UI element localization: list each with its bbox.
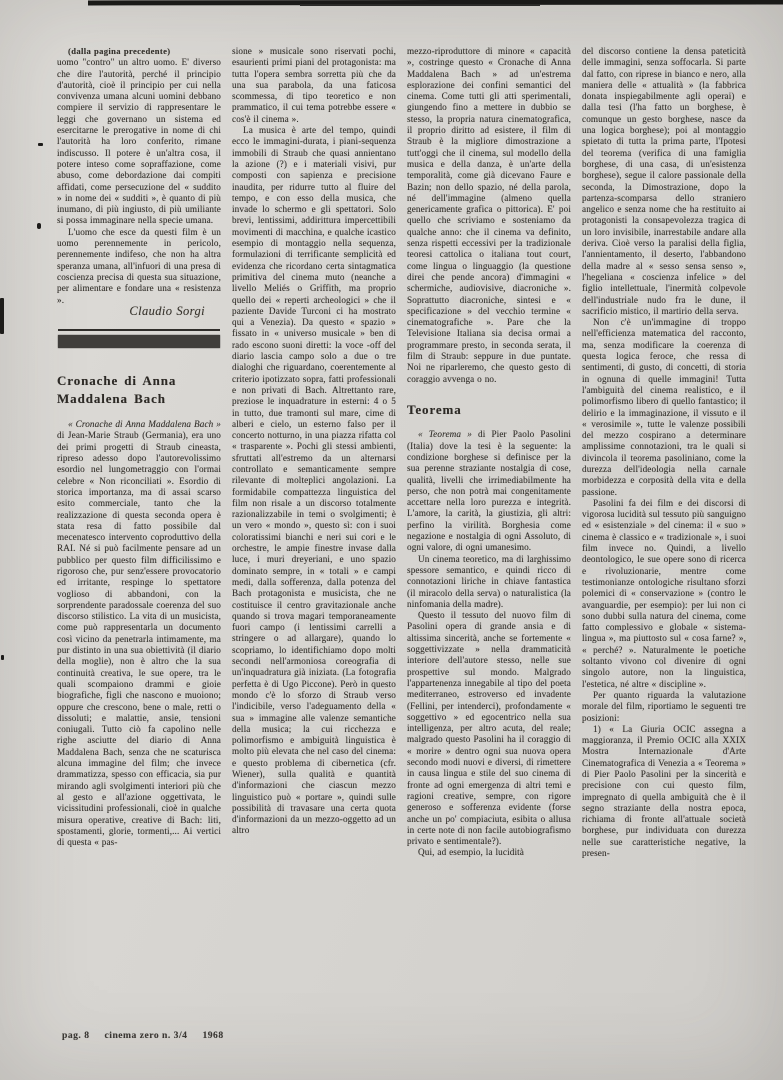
article-paragraph: Pasolini fa dei film e dei discorsi di vigorosa lucidità sul tessuto più sanguigno ed « esistenziale » del cinema: il « suo » cinema è classico e « tradizionale », i suoi film invece no. Quindi, a livello deontologico, le sue opere sono di ricerca e rivoluzionarie, mentre come testimonianze ontologiche risultano sforzi polemici di « conservazione » (contro le avanguardie, per esempio): per lui non ci sono dubbi sulla natura del cinema, come fatto complessivo e globale « sistema-lingua », ma piuttosto sul « cosa farne? », « perché? ». Naturalmente le poetiche soltanto vivono col divenire di ogni singolo autore, non la linguistica, l'estetica, né altre « discipline ». [582,497,746,689]
column-2 [232,46,396,1018]
article-columns [57,46,746,1018]
scan-speck [1,655,4,660]
article-paragraph: Qui, ad esempio, la lucidità [418,847,524,858]
paragraph-text: di Jean-Marie Straub (Germania), era uno dei primi progetti di Straub cineasta, ripreso adesso dopo l'autorevolissimo esordio nel lungometraggio con l'ormai celebre « Non riconciliati ». Esordio di storica importanza, ma di assai scarso esito commerciale, tanto che la realizzazione di questa seconda opera è stata resa di fatto possibile dal mecenatesco intervento coproduttivo della RAI. Né si può facilmente pensare ad un pubblico per questo film difficilissimo e rigoroso che, pur senz'essere provocatorio ed irritante, respinge lo spettatore voglioso di abbandoni, con la sorprendente paradossale coerenza del suo discorso stilistico. La vita di un musicista, come può rappresentarla un documento così vicino da penetrarla intimamente, ma pur distinto in una sua obiettività (il diario della moglie), non è altro che la sua continuità creativa, le sue opere, tra le quali scompaiono drammi e gioie biografiche, figli che nascono e muoiono; oppure che crescono, bene o male, retti o dissoluti; e malattie, ansie, tensioni coniugali. Tutto ciò fa capolino nelle righe asciutte del diario di Anna Maddalena Bach, senza che ne scaturisca alcuna immagine del film; che invece drammatizza, spesso con efficacia, sia pur mirando agli svolgimenti interiori più che al gesto e all'azione oggettivata, le vicissitudini professionali, cioè in qualche misura operative, creative di Bach: liti, spostamenti, glorie, tormenti,... Ai vertici di questa « pas- [57,430,221,848]
column-3 [407,46,571,1018]
article-paragraph: Non c'è un'immagine di troppo nell'efficienza matematica del racconto, ma, senza modificare la coerenza di questa logica feroce, che ressa di sentimenti, di gusto, di concetti, di storia in ognuna di quelle immagini! Tutta l'ambiguità del cinema realistico, e il polimorfismo libero di quello fantastico; il delirio e la immaginazione, il vissuto e il « verosimile », tutte le valenze possibili del mezzo cospirano a determinare amplissime connotazioni, tra le quali si divincola il teorema pasoliniano, come la durezza dell'ideologia nella carnale morbidezza e corposità della vita e della passione. [582,317,746,497]
article-title-cronache: Cronache di Anna Maddalena Bach [57,373,177,406]
article-paragraph: 1) « La Giuria OCIC assegna a maggioranza, il Premio OCIC alla XXIX Mostra Internazionale d'Arte Cinematografica di Venezia a « Teorema » di Pier Paolo Pasolini per la sincerità e precisione con cui questo film, impregnato di quella ambiguità che è il segno straziante della nostra epoca, richiama di fronte all'attuale società borghese, pur individuata con durezza nelle sue caratteristiche negative, la presen- [582,723,746,859]
article-paragraph: Per quanto riguarda la valutazione morale del film, riportiamo le seguenti tre posizioni: [582,689,746,723]
film-title-italic: « Teorema » [418,429,472,440]
scan-edge-artifact [300,4,540,6]
scan-speck [0,298,4,334]
scan-speck [38,143,43,146]
article-paragraph: uomo "contro" un altro uomo. E' diverso che dire l'autorità, perché il principio d'autorità, cioè il principio per cui nella convivenza umana alcuni uomini debbano compiere il servizio di rappresentare le leggi che governano un sistema ed esercitarne le prerogative in nome di chi l'autorità ha loro conferito, rimane indiscusso. Il potere è un'altra cosa, il potere inteso come sopraffazione, come abuso, come debordazione dai compiti affidati, come persecuzione del « suddito » in nome dei « sudditi », è quanto di più inumano, di più ingiusto, di più umiliante si possa immaginare nella specie umana. [57,57,221,226]
column-4 [582,46,746,1018]
paragraph-text: di Pier Paolo Pasolini (Italia) dove la tesi è la seguente: la condizione borghese si definisce per la sua perenne straziante nostalgia di cose, qualità, livelli che irrimediabilmente ha perso, che non potrà mai congenitamente accettare nella loro purezza e integrità. L'amore, la carità, la giustizia, gli altri: perfino la virilità. Borghesia come negazione e nostalgia di ogni Assoluto, di ogni valore, di ogni umanesimo. [407,429,571,553]
article-paragraph: Questo il tessuto del nuovo film di Pasolini opera di grande ansia e di altissima sincerità, anche se fortemente « soggettivizzate » nella drammaticità interiore dell'autore stesso, nelle sue prospettive sul mondo. Malgrado l'appartenenza innegabile al tipo del poeta mediterraneo, estroverso ed invadente (Fellini, per intenderci), profondamente « soggettivo » ed egocentrico nella sua intelligenza, per altro acuta, del reale; malgrado questo Pasolini ha il coraggio di « morire » dentro ogni sua nuova opera secondo modi nuovi e diversi, di rimettere in causa lingua e stile del suo cinema di fronte ad ogni emergenza di altri temi e ragioni creative, sempre, con rigore generoso e sofferenza evidente (forse anche un po' compiaciuta, esibita o allusa in certe note di non facile autobiografismo privato e sentimentale?). [407,610,571,847]
journal-year: 1968 [202,1030,224,1041]
section-divider-rule [58,329,220,331]
article-title-teorema: Teorema [407,401,462,417]
article-paragraph [407,429,571,553]
author-signature: Claudio Sorgi [129,303,205,318]
page-number: pag. 8 [62,1030,90,1041]
page-footer [62,1030,224,1041]
article-paragraph: La musica è arte del tempo, quindi ecco le immagini-durata, i piani-sequenza immobili di Straub che quasi annientano la azione (?) e i materiali visivi, pur composti con sapienza e precisione inaudita, per ridurre tutto al fluire del tempo, e con esso della musica, che invade lo schermo e gli spettatori. Solo brevi, lentissimi, addirittura impercettibili movimenti di macchina, e qualche icastico esempio di montaggio nella sequenza, formulazioni di terrificante semplicità ed evidenza che ricordano certa sintagmatica primitiva del cinema muto (neanche a livello Meliés o Griffith, ma proprio quello dei « reperti archeologici » che il paziente Davide Turconi ci ha mostrato qui a Venezia). Da questo « spazio » fissato in « universo musicale » ben di rado escono suoni diretti: la voce -off del diario lascia campo solo a due o tre dialoghi che riguardano, coerentemente al criterio ipotizzato sopra, fatti professionali e non privati di Bach. Altrettanto rare, preziose le inquadrature in esterni: 4 o 5 in tutto, due tramonti sul mare, cime di alberi e cielo, un esterno falso per il concerto notturno, in una piazza rifatta col « trasparente ». Pochi gli stessi ambienti, sfruttati all'estremo da un alternarsi controllato e semanticamente sempre rilevante di molteplici angolazioni. La formidabile compattezza linguistica del film non risale a un discorso totalmente razionalizzabile in temi o svolgimenti; è un vero « mondo », questo sì: con i suoi coloratissimi bianchi e neri sui cori e le orchestre, le ampie finestre invase dalla luce, i muri dreyeriani, e uno spazio dominato sempre, in « totali » e campi medi, dalla sofferenza, dalla potenza del Bach protagonista e musicista, che ne costituisce il centro gravitazionale anche quando si trova magari temporaneamente fuori campo (i lentissimi carrelli a stringere o ad allargare), quando lo scopriamo, lo identifichiamo dopo molti secondi nell'armoniosa coreografia di un'inquadratura già iniziata. (La fotografia perfetta è di Ugo Piccone). Però in questo mondo c'è lo sforzo di Straub verso l'indicibile, verso l'adeguamento della « sua » immagine alle valenze semantiche della musica; la cui ricchezza e polimorfismo e ambiguità linguistica è molto più elevata che nel caso del cinema: e questo problema di cibernetica (cfr. Wiener), sulla qualità e quantità d'informazioni che ciascun mezzo linguistico può « portare », quindi sulle possibilità di travasare una certa quota d'informazioni da un mezzo-oggetto ad un altro [232,125,396,836]
film-title-italic: « Cronache di Anna Maddalena Bach » [68,419,221,430]
journal-issue: cinema zero n. 3/4 [104,1030,188,1041]
article-paragraph: sione » musicale sono riservati pochi, esaurienti primi piani del protagonista: ma tutta l'opera sembra sorretta più che da una sua parabola, da una faticosa scommessa, di tipo teoretico e non prammatico, il cui tema potrebbe essere « cos'è il cinema ». [232,46,396,124]
scan-speck [37,223,41,229]
column-1 [57,46,221,1018]
article-paragraph [57,419,221,848]
continued-from-previous-page-label: (dalla pagina precedente) [68,46,171,56]
article-paragraph: del discorso contiene la densa pateticità delle immagini, senza soffocarla. Si parte dal fatto, con riprese in bianco e nero, alla maniera delle « attualità » (la fabbrica donata inspiegabilmente agli operai) e dalla tesi (l'ha fatto un borghese, è comunque un gesto borghese, nasce da una logica borghese); poi al montaggio spietato di tutta la prima parte, l'Ipotesi del teorema (verifica di una famiglia borghese, di una casa, di un'esistenza borghese), segue il calore passionale della seconda, la Dimostrazione, dopo la partenza-scomparsa dello straniero angelico e senza nome che ha restituito ai protagonisti la consapevolezza tragica di un loro invisibile, inarrestabile andare alla deriva. Cioè verso la paralisi della figlia, l'annientamento, il deserto, l'abbandono della madre al « sesso sensa senso », l'hegeliana « coscienza infelice » del figlio intellettuale, l'inermità colpevole dell'industriale nudo fra le dune, il sacrificio mistico, il martirio della serva. [582,46,746,316]
article-paragraph: Un cinema teoretico, ma di larghissimo spessore semantico, e quindi ricco di connotazioni liriche in chiave fantastica (il miracolo della serva) o naturalistica (la ninfomania della madre). [407,553,571,609]
article-paragraph: L'uomo che esce da questi film è un uomo perennemente in pericolo, perennemente indifeso, che non ha altra speranza umana, all'infuori di una presa di coscienza precisa di questa sua situazione, per alimentare e fondare una « resistenza ». [57,226,221,305]
section-divider-bar [58,335,220,348]
article-paragraph: mezzo-riproduttore di minore « capacità », costringe questo « Cronache di Anna Maddalena Bach » ad un'estrema esplorazione dei confini semantici del cinema. Come tutti gli atti sperimentali, giungendo fino a mettere in dubbio se stesso, la propria natura cinematografica, il proprio diritto ad esistere, il film di Straub è la migliore dimostrazione a tutt'oggi che il cinema, sul modello della musica e della danza, è un'arte della temporalità, come già dicevano Faure e Bazin; non dello spazio, né della parola, né dell'immagine (almeno quella genericamente grafica o pittorica). E' poi quello che scriviamo e sosteniamo da qualche anno: che il cinema va definito, senza rispetti eccessivi per la tradizionale teoresi cattolica o italiana tout court, come lingua o linguaggio (la questione direi che pende ancora) d'immagini « schermiche, audiovisive, diacroniche ». Soprattutto diacroniche, sintesi e « specificazione » del vecchio termine « cinematografiche ». Pare che la Televisione Italiana sia decisa ormai a programmare presto, in seconda serata, il film di Straub: seppure in due puntate. Noi ne riparleremo, che questo gesto di coraggio avvenga o no. [407,46,571,384]
